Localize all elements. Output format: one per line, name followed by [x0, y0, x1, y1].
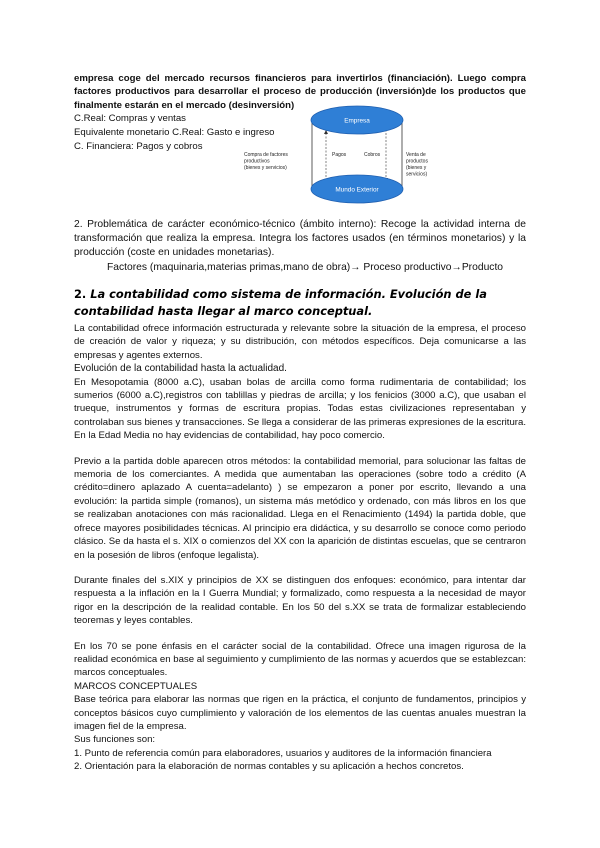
right-note-line-2: productos	[406, 158, 428, 165]
section-heading: 2. La contabilidad como sistema de información. Evolución de la contabilidad hasta llegar al marco conceptual.	[74, 287, 487, 318]
flow-diagram	[240, 100, 440, 205]
paragraph-definition: La contabilidad ofrece información estructurada y relevante sobre la situación de la empresa, el proceso de creación de valor y riqueza; y su distribución, con métodos específicos. Deja comunicarse a las empresas y agentes externos.	[74, 323, 526, 361]
problematica-paragraph: 2. Problemática de carácter económico-técnico (ámbito interno): Recoge la actividad interna de transformación que realiza la empresa. Integra los factores usados (en términos monetarios) y la producción (coste en unidades monetarias).	[74, 219, 526, 258]
section-number: 2.	[74, 287, 87, 301]
funciones-title: Sus funciones son:	[74, 734, 156, 746]
paragraph-social: En los 70 se pone énfasis en el carácter social de la contabilidad. Ofrece una imagen rigurosa de la realidad económica en base al seguimiento y cumplimiento de las normas y acuerdos que se establezcan: marcos conceptuales.	[74, 640, 526, 679]
left-note-line-2: productivos	[244, 158, 270, 165]
paragraph-marcos: Base teórica para elaborar las normas que rigen en la práctica, el conjunto de fundamentos, principios y conceptos básicos cuyo cumplimiento y valoración de los elementos de las cuentas anuales muestran la imagen fiel de la empresa.	[74, 694, 526, 732]
right-note-line-4: servicios)	[406, 171, 428, 178]
marcos-conceptuales-title: MARCOS CONCEPTUALES	[74, 680, 198, 692]
left-note-line-1: Compra de factores	[244, 152, 288, 158]
intro-paragraph: empresa coge del mercado recursos financieros para invertirlos (financiación). Luego compra factores productivos para desarrollar el proceso de producción (inversión)de los productos que finalmente estarán en el mercado (desinversión)	[74, 73, 526, 111]
intro-equivalent-line: Equivalente monetario C.Real: Gasto e ingreso	[74, 127, 275, 138]
right-note-line-1: Venta de	[406, 152, 426, 158]
funcion-2: 2. Orientación para la elaboración de normas contables y su aplicación a hechos concretos.	[74, 761, 464, 773]
pagos-label: Pagos	[332, 152, 347, 158]
cobros-label: Cobros	[364, 152, 381, 158]
empresa-label: Empresa	[344, 117, 370, 125]
paragraph-mesopotamia: En Mesopotamia (8000 a.C), usaban bolas de arcilla como forma rudimentaria de contabilidad; los sumerios (6000 a.C),registros con tablillas y piedras de arcilla; y los fenicios (3000 a.C), que usaban el trueque, instrumentos y formas de escritura propias. Todas estas civilizaciones representaban y controlaban sus bienes y transacciones. Se llega a considerar de las primeras expresiones de la escritura. En la Edad Media no hay evidencias de contabilidad, hay poco comercio.	[74, 376, 526, 442]
section-body	[74, 322, 526, 774]
funcion-1: 1. Punto de referencia común para elaboradores, usuarios y auditores de la información financiera	[74, 747, 492, 759]
section-title: La contabilidad como sistema de información. Evolución de la contabilidad hasta llegar al marco conceptual	[74, 287, 487, 318]
paragraph-partida-doble: Previo a la partida doble aparecen otros métodos: la contabilidad memorial, para solucionar las faltas de memoria de los comerciantes. A medida que aumentaban las operaciones (sobre todo a crédito (A crédito=dinero aplazado A cuenta=adelanto) ) se empezaron a poner por escrito, llevando a una evolución: la partida simple (romanos), un sistema más metódico y ordenado, con más libros en los que se realizaban anotaciones con más racionalidad. Llega en el Renacimiento (1494) la partida doble, que ofrece mayores posibilidades técnicas. Al principio era didáctica, y su desarrollo se conoce como periodo clásico. Se da hasta el s. XIX o comienzos del XX con la aparición de distintas escuelas, que se centraron en la posesión de libros (enfoque legalista).	[74, 455, 526, 561]
intro-financial-line: C. Financiera: Pagos y cobros	[74, 141, 203, 152]
right-note-line-3: (bienes y	[406, 165, 427, 171]
paragraph-enfoques: Durante finales del s.XIX y principios de XX se distinguen dos enfoques: económico, para intentar dar respuesta a la inflación en la I Guerra Mundial; y formalizado, como respuesta a la necesidad de mayor rigor en la descripción de la realidad contable. En los 50 del s.XX se trata de formalizar estableciendo teoremas y leyes contables.	[74, 574, 526, 627]
paragraph-evolution-heading: Evolución de la contabilidad hasta la actualidad.	[74, 363, 287, 375]
mundo-exterior-label: Mundo Exterior	[335, 186, 379, 194]
intro-real-line: C.Real: Compras y ventas	[74, 113, 186, 124]
production-flow-line: Factores (maquinaria,materias primas,mano de obra)→ Proceso productivo→Producto	[107, 262, 504, 273]
left-note-line-3: (bienes y servicios)	[244, 165, 287, 171]
